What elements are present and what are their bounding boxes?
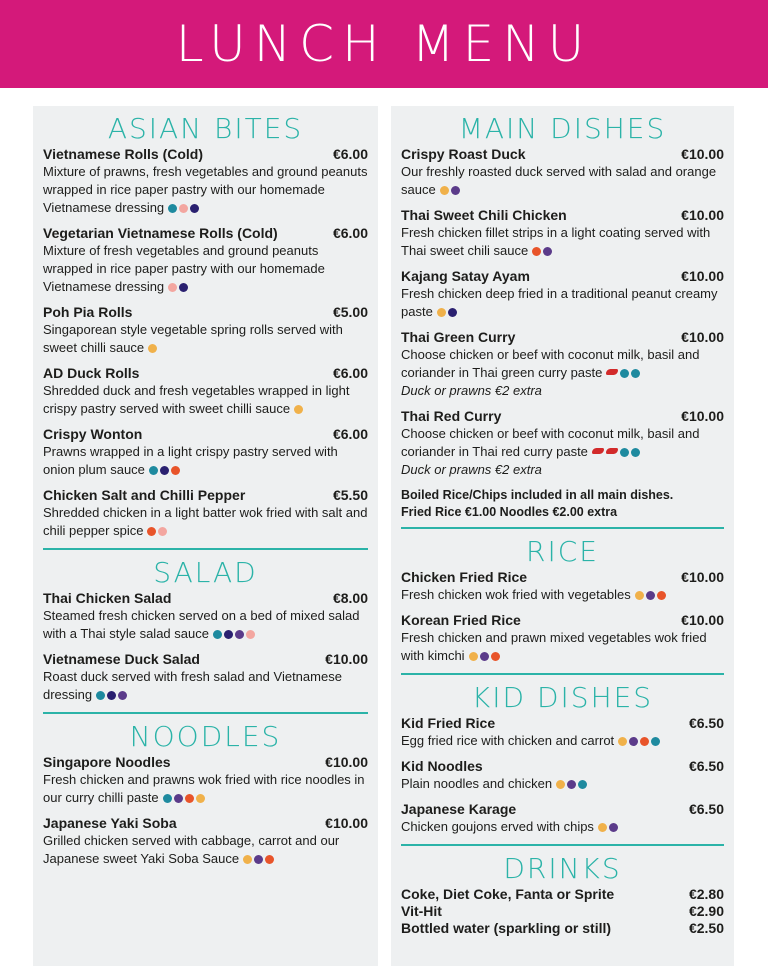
item-description — [43, 668, 368, 704]
chili-icon — [606, 448, 618, 454]
dietary-icons — [598, 823, 618, 832]
item-name: Coke, Diet Coke, Fanta or Sprite — [401, 886, 615, 902]
item-price: €10.00 — [681, 329, 724, 345]
menu-item — [43, 225, 368, 296]
pink-dot-icon — [158, 527, 167, 536]
item-extra: Duck or prawns €2 extra — [401, 462, 542, 477]
menu-item — [401, 758, 724, 793]
item-description-text: Mixture of fresh vegetables and ground peanuts wrapped in rice paper pastry with our homemade Vietnamese dressing — [43, 243, 325, 294]
item-name: Vietnamese Rolls (Cold) — [43, 146, 204, 162]
dietary-icons — [592, 448, 640, 457]
purple-dot-icon — [629, 737, 638, 746]
item-description-text: Chicken goujons erved with chips — [401, 819, 594, 834]
menu-item-header — [43, 487, 368, 504]
item-description — [43, 382, 368, 418]
menu-item-header — [401, 715, 724, 732]
item-price: €2.80 — [688, 886, 724, 902]
menu-item-header — [401, 207, 724, 224]
menu-item — [401, 715, 724, 750]
item-name: Bottled water (sparkling or still) — [401, 920, 612, 936]
item-price: €10.00 — [681, 268, 724, 284]
menu-item-header — [401, 886, 724, 903]
menu-item-header — [401, 329, 724, 346]
menu-item — [43, 426, 368, 479]
divider — [401, 527, 724, 529]
item-price: €6.50 — [688, 801, 724, 817]
item-description-text: Choose chicken or beef with coconut milk, basil and coriander in Thai green curry paste — [401, 347, 700, 380]
menu-item — [401, 801, 724, 836]
blue-dot-icon — [631, 369, 640, 378]
main-dishes-list — [401, 146, 724, 479]
menu-item-header — [43, 651, 368, 668]
orange-dot-icon — [618, 737, 627, 746]
item-description-text: Fresh chicken and prawns wok fried with rice noodles in our curry chilli paste — [43, 772, 365, 805]
red-dot-icon — [657, 591, 666, 600]
main-dishes-extra-note: Fried Rice €1.00 Noodles €2.00 extra — [401, 505, 618, 519]
menu-item — [43, 754, 368, 807]
blue-dot-icon — [578, 780, 587, 789]
item-description-text: Shredded duck and fresh vegetables wrapped in light crispy pastry served with sweet chilli sauce — [43, 383, 350, 416]
menu-item-header — [43, 365, 368, 382]
item-description — [43, 163, 368, 217]
item-name: Poh Pia Rolls — [43, 304, 133, 320]
orange-dot-icon — [556, 780, 565, 789]
navy-dot-icon — [190, 204, 199, 213]
item-description-text: Our freshly roasted duck served with salad and orange sauce — [401, 164, 717, 197]
item-description-text: Fresh chicken deep fried in a traditional peanut creamy paste — [401, 286, 718, 319]
dietary-icons — [149, 466, 180, 475]
item-name: Chicken Fried Rice — [401, 569, 528, 585]
pink-dot-icon — [179, 204, 188, 213]
blue-dot-icon — [620, 448, 629, 457]
item-description — [43, 321, 368, 357]
item-price: €5.00 — [332, 304, 368, 320]
item-description — [401, 629, 724, 665]
dietary-icons — [440, 186, 460, 195]
orange-dot-icon — [598, 823, 607, 832]
red-dot-icon — [532, 247, 541, 256]
red-dot-icon — [185, 794, 194, 803]
item-name: Crispy Roast Duck — [401, 146, 526, 162]
item-price: €6.00 — [332, 426, 368, 442]
orange-dot-icon — [635, 591, 644, 600]
menu-item-header — [43, 146, 368, 163]
section-title-drinks: DRINKS — [503, 852, 622, 885]
menu-item-header — [43, 815, 368, 832]
dietary-icons — [469, 652, 500, 661]
orange-dot-icon — [437, 308, 446, 317]
section-title-kid-dishes: KID DISHES — [471, 681, 654, 714]
item-description — [401, 775, 724, 793]
item-description — [401, 586, 724, 604]
menu-item-header — [43, 754, 368, 771]
pink-dot-icon — [168, 283, 177, 292]
dietary-icons — [163, 794, 205, 803]
purple-dot-icon — [451, 186, 460, 195]
dietary-icons — [168, 204, 199, 213]
menu-item-header — [401, 408, 724, 425]
item-name: Thai Green Curry — [401, 329, 516, 345]
menu-item-header — [401, 920, 724, 937]
menu-item — [401, 886, 724, 903]
dietary-icons — [96, 691, 127, 700]
menu-item-header — [401, 612, 724, 629]
navy-dot-icon — [224, 630, 233, 639]
item-name: Vit-Hit — [401, 903, 442, 919]
red-dot-icon — [171, 466, 180, 475]
menu-item — [43, 365, 368, 418]
menu-item — [43, 815, 368, 868]
item-price: €6.50 — [688, 715, 724, 731]
dietary-icons — [147, 527, 167, 536]
item-description — [401, 163, 724, 199]
dietary-icons — [556, 780, 587, 789]
menu-item — [401, 903, 724, 920]
blue-dot-icon — [168, 204, 177, 213]
menu-item-header — [401, 801, 724, 818]
blue-dot-icon — [651, 737, 660, 746]
purple-dot-icon — [480, 652, 489, 661]
pink-dot-icon — [246, 630, 255, 639]
dietary-icons — [148, 344, 157, 353]
kid-dishes-list — [401, 715, 724, 836]
dietary-icons — [635, 591, 666, 600]
menu-item-header — [401, 146, 724, 163]
dietary-icons — [243, 855, 274, 864]
red-dot-icon — [640, 737, 649, 746]
orange-dot-icon — [243, 855, 252, 864]
menu-item — [401, 146, 724, 199]
item-price: €2.90 — [688, 903, 724, 919]
item-description-text: Shredded chicken in a light batter wok fried with salt and chili pepper spice — [43, 505, 368, 538]
item-price: €10.00 — [325, 815, 368, 831]
section-title-rice: RICE — [526, 535, 599, 568]
menu-item — [43, 487, 368, 540]
chili-icon — [606, 369, 618, 375]
section-title-main-dishes: MAIN DISHES — [458, 112, 667, 145]
menu-item — [401, 920, 724, 937]
navy-dot-icon — [448, 308, 457, 317]
item-description — [401, 224, 724, 260]
dietary-icons — [294, 405, 303, 414]
noodles-list — [43, 754, 368, 868]
section-title-salad: SALAD — [153, 556, 258, 589]
purple-dot-icon — [646, 591, 655, 600]
menu-item-header — [401, 903, 724, 920]
divider — [43, 548, 368, 550]
divider — [401, 844, 724, 846]
item-price: €6.00 — [332, 365, 368, 381]
item-description — [401, 425, 724, 461]
purple-dot-icon — [254, 855, 263, 864]
asian-bites-list — [43, 146, 368, 540]
salad-list — [43, 590, 368, 704]
page-title: LUNCH MENU — [175, 15, 593, 73]
item-description-text: Egg fried rice with chicken and carrot — [401, 733, 615, 748]
section-title-noodles: NOODLES — [129, 720, 282, 753]
item-name: Korean Fried Rice — [401, 612, 521, 628]
red-dot-icon — [147, 527, 156, 536]
left-column — [33, 106, 378, 966]
item-description-text: Steamed fresh chicken served on a bed of mixed salad with a Thai style salad sauce — [43, 608, 360, 641]
item-description-text: Grilled chicken served with cabbage, carrot and our Japanese sweet Yaki Soba Sauce — [43, 833, 340, 866]
item-price: €10.00 — [681, 408, 724, 424]
orange-dot-icon — [148, 344, 157, 353]
item-description — [43, 607, 368, 643]
orange-dot-icon — [440, 186, 449, 195]
purple-dot-icon — [567, 780, 576, 789]
purple-dot-icon — [174, 794, 183, 803]
item-price: €10.00 — [325, 754, 368, 770]
item-name: Kid Fried Rice — [401, 715, 496, 731]
blue-dot-icon — [631, 448, 640, 457]
divider — [43, 712, 368, 714]
item-price: €2.50 — [688, 920, 724, 936]
item-name: Thai Red Curry — [401, 408, 502, 424]
item-description — [43, 504, 368, 540]
blue-dot-icon — [96, 691, 105, 700]
menu-item-header — [43, 426, 368, 443]
item-description-text: Mixture of prawns, fresh vegetables and ground peanuts wrapped in rice paper pastry with our homemade Vietnamese dressing — [43, 164, 368, 215]
item-description-text: Roast duck served with fresh salad and Vietnamese dressing — [43, 669, 342, 702]
item-description — [43, 771, 368, 807]
dietary-icons — [168, 283, 188, 292]
menu-item-header — [401, 268, 724, 285]
main-dishes-note: Boiled Rice/Chips included in all main dishes. — [401, 488, 674, 502]
item-price: €10.00 — [681, 569, 724, 585]
menu-item-header — [401, 758, 724, 775]
item-name: AD Duck Rolls — [43, 365, 140, 381]
menu-item — [401, 207, 724, 260]
blue-dot-icon — [620, 369, 629, 378]
divider — [401, 673, 724, 675]
blue-dot-icon — [163, 794, 172, 803]
menu-item — [43, 590, 368, 643]
item-description-text: Prawns wrapped in a light crispy pastry served with onion plum sauce — [43, 444, 338, 477]
red-dot-icon — [265, 855, 274, 864]
purple-dot-icon — [609, 823, 618, 832]
item-name: Vietnamese Duck Salad — [43, 651, 200, 667]
item-description — [401, 285, 724, 321]
rice-list — [401, 569, 724, 665]
item-name: Thai Sweet Chili Chicken — [401, 207, 567, 223]
menu-item — [401, 329, 724, 400]
purple-dot-icon — [235, 630, 244, 639]
item-name: Crispy Wonton — [43, 426, 143, 442]
red-dot-icon — [491, 652, 500, 661]
item-description — [43, 832, 368, 868]
dietary-icons — [618, 737, 660, 746]
menu-item-header — [43, 304, 368, 321]
right-column — [391, 106, 734, 966]
purple-dot-icon — [118, 691, 127, 700]
navy-dot-icon — [107, 691, 116, 700]
item-description — [401, 346, 724, 382]
item-description-text: Fresh chicken and prawn mixed vegetables wok fried with kimchi — [401, 630, 707, 663]
section-title-asian-bites: ASIAN BITES — [107, 112, 304, 145]
menu-item — [401, 408, 724, 479]
item-name: Japanese Karage — [401, 801, 517, 817]
item-description — [401, 732, 724, 750]
item-name: Vegetarian Vietnamese Rolls (Cold) — [43, 225, 278, 241]
item-name: Kid Noodles — [401, 758, 483, 774]
orange-dot-icon — [469, 652, 478, 661]
item-price: €8.00 — [332, 590, 368, 606]
dietary-icons — [606, 369, 640, 378]
menu-item — [401, 268, 724, 321]
item-extra: Duck or prawns €2 extra — [401, 383, 542, 398]
item-description-text: Fresh chicken fillet strips in a light coating served with Thai sweet chili sauce — [401, 225, 711, 258]
item-description-text: Plain noodles and chicken — [401, 776, 553, 791]
menu-banner — [0, 0, 768, 88]
menu-item-header — [401, 569, 724, 586]
drinks-list — [401, 886, 724, 937]
navy-dot-icon — [179, 283, 188, 292]
item-price: €10.00 — [681, 612, 724, 628]
menu-item — [43, 146, 368, 217]
item-name: Thai Chicken Salad — [43, 590, 172, 606]
dietary-icons — [437, 308, 457, 317]
item-price: €6.50 — [688, 758, 724, 774]
item-name: Japanese Yaki Soba — [43, 815, 177, 831]
item-description-text: Fresh chicken wok fried with vegetables — [401, 587, 631, 602]
dietary-icons — [213, 630, 255, 639]
chili-icon — [592, 448, 604, 454]
item-price: €5.50 — [332, 487, 368, 503]
item-price: €6.00 — [332, 146, 368, 162]
orange-dot-icon — [294, 405, 303, 414]
navy-dot-icon — [160, 466, 169, 475]
item-price: €10.00 — [325, 651, 368, 667]
item-description-text: Choose chicken or beef with coconut milk, basil and coriander in Thai red curry paste — [401, 426, 700, 459]
dietary-icons — [532, 247, 552, 256]
menu-item — [43, 304, 368, 357]
item-name: Kajang Satay Ayam — [401, 268, 530, 284]
purple-dot-icon — [543, 247, 552, 256]
item-description — [43, 443, 368, 479]
item-price: €10.00 — [681, 146, 724, 162]
orange-dot-icon — [196, 794, 205, 803]
item-price: €6.00 — [332, 225, 368, 241]
item-description — [43, 242, 368, 296]
item-name: Chicken Salt and Chilli Pepper — [43, 487, 246, 503]
item-description — [401, 818, 724, 836]
item-description-text: Singaporean style vegetable spring rolls served with sweet chilli sauce — [43, 322, 343, 355]
blue-dot-icon — [213, 630, 222, 639]
menu-item — [401, 569, 724, 604]
menu-item — [43, 651, 368, 704]
menu-item-header — [43, 590, 368, 607]
item-price: €10.00 — [681, 207, 724, 223]
blue-dot-icon — [149, 466, 158, 475]
item-name: Singapore Noodles — [43, 754, 171, 770]
menu-item — [401, 612, 724, 665]
menu-item-header — [43, 225, 368, 242]
